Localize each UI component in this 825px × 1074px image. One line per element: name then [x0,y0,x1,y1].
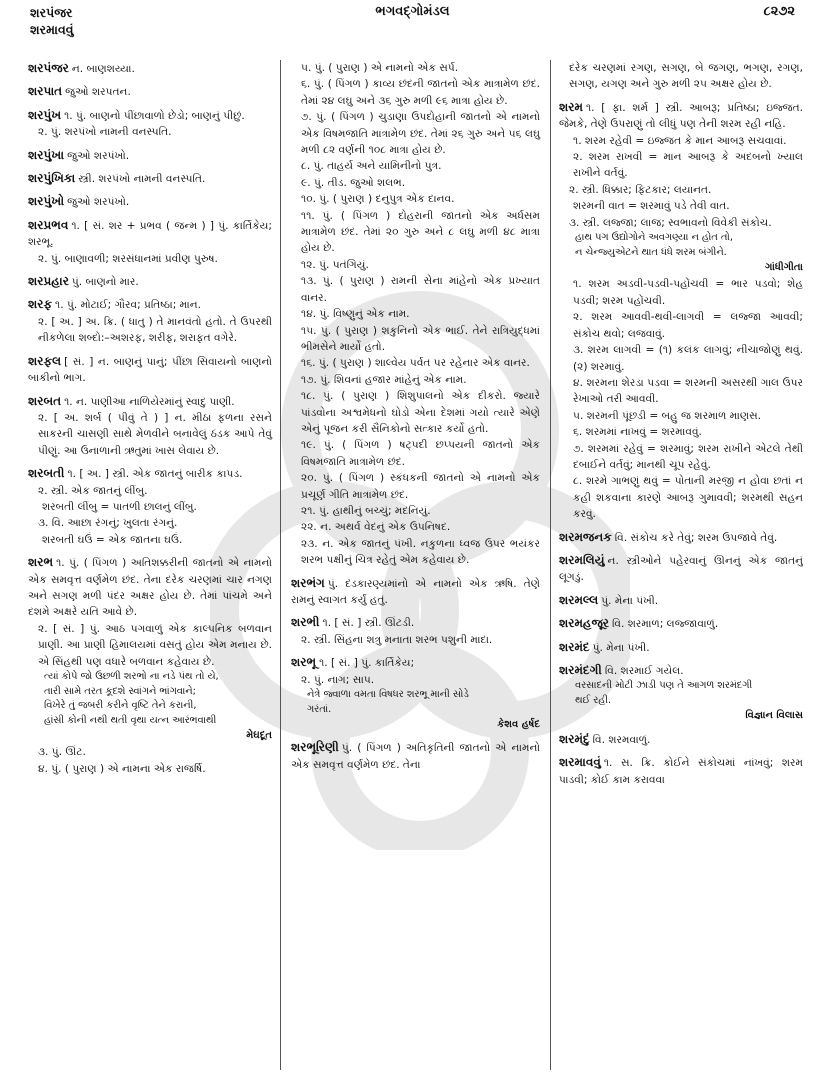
definition-line: ૧. શરમ અડવી-પડવી-પહોંચવી = ભાર પડવો; શેહ પડવી; શરમ પહોંચવી. [573,278,803,307]
guide-word-last: શરમાવવું [30,22,74,37]
definition-line: ૨. પું. બાણાવળી; શરસંધાનમાં પ્રવીણ પુરુષ. [38,252,218,265]
dictionary-entry [28,554,272,777]
dictionary-entry [559,60,803,93]
column-right [551,60,803,1070]
headword: શરબત [28,393,62,408]
definition-line: ૮. પું. તાહર્ય અને યામિનીનો પુત્ર. [301,160,442,173]
definition-line: ૪. શરમના શેરડા પડવા = શરમની અસરથી ગાલ ઉપર રેખાઓ તરી આવવી. [573,376,803,406]
dictionary-entry [559,529,803,546]
quotation-line: હાથ પગ ઉદ્યોગોને અવગણ્યા ન હોત તો, [575,232,733,244]
definition-line: ૯. પું. તીડ. જુઓ શલભ. [301,176,406,189]
dictionary-entry [28,83,272,100]
definition-line: ૩. વિ. આછા રંગનું; ખુલતા રંગનું. [38,517,178,530]
definition-line: ૧૯. પું. ( પિંગળ ) ષટ્પદી છપ્પયની જાતનો એક વિષમજાતિ માત્રામેળ છંદ. [301,439,540,468]
headword: શરપ્રહાર [28,274,69,289]
quotation-line: વરસાદની મોટી ઝાડી પણ તે આગળ શરમંદગી [575,680,753,692]
definition-line: ૧. સ. ક્રિ. કોઈને સંકોચમાં નાંખવું; શરમ પાડવી; કોઈ કામ કરાવવા [559,757,803,786]
quotation-source: ગાંધીગીતા [765,262,803,274]
quotation-line: નેત્રે જ્વાળા વમતા વિષધર શરભૂ માની સોડે [307,689,469,701]
definition-line: ૧૦. પું. ( પુરાણ ) દનુપુત્ર એક દાનવ. [301,193,455,206]
definition-line: ૧૬. પું. ( પુરાણ ) શાલ્વેય પર્વત પર રહેનાર એક વાનર. [301,357,530,370]
dictionary-entry [28,217,272,267]
dictionary-entry [28,296,272,346]
dictionary-entry [28,393,272,460]
dictionary-entry [559,639,803,656]
idiom-line: ૨. શરમ રાખવી = માન આબરૂ કે અદબનો ખ્યાલ રાખીને વર્તવું. [573,151,803,180]
definition-line: ૩. સ્ત્રી. લજ્જા; લાજ; સ્વભાવનો વિવેકી સંકોચ. [569,216,772,229]
dictionary-entry [559,662,803,725]
definition-line: ૫. શરમની પૂંછડી = બહુ જ શરમાળ માણસ. [573,409,762,422]
headword: શરમહજૂર [559,616,610,631]
definition-line: ૧. ન. પાણીઆ નાળિયેરમાંનું સ્વાદુ પાણી. [64,395,235,408]
page-header [0,2,825,48]
definition-line: પું. મેના પંખી. [592,641,650,654]
dictionary-entry [291,575,540,609]
headword: શરપુંખો [28,194,65,209]
dictionary-entry [28,147,272,164]
quotation-line: હાંસી કોની નથી થતી વૃથા યત્ન આરંભવાથી [44,714,217,726]
definition-line: ૨. સ્ત્રી. એક જાતનું લીંબુ. [38,484,148,497]
definition-line: ૪. પું. ( પુરાણ ) એ નામના એક રાજર્ષિ. [38,762,206,775]
definition-line: ૭. પું. ( પિંગળ ) ચુડાણા ઉપદોહાની જાતનો એ નામનો એક વિષમજાતિ માત્રામેળ છંદ. તેમાં ૨૬ ગુરુ અને ૫૬ લઘુ મળી ૮૨ વર્ણની ૧૦૮ માત્રા હોય છે. [301,111,540,157]
quotation-line: ગરંતાં. [307,703,332,715]
headword: શરપ્રભવ [28,217,69,232]
definition-line: ૨. [ સં. ] પું. આઠ પગવાળું એક કાલ્પનિક બળવાન પ્રાણી. આ પ્રાણી હિમાલયમાં વસતું હોય એમ મનાય છે. એ સિંહથી પણ વધારે બળવાન કહેવાય છે. [38,622,272,668]
definition-line: ૫. પું. ( પુરાણ ) એ નામનો એક સર્પ. [301,62,459,74]
headword: શરપુંખિકા [28,171,76,186]
definition-line: દરેક ચરણમાં રગણ, સગણ, બે જગણ, ભગણ, રગણ, સગણ, યગણ અને ગુરુ મળી ૨૫ અક્ષર હોય છે. [569,62,803,91]
definition-line: ૧. [ સં. ] પું. કાર્તિકેય; [319,657,415,670]
dictionary-columns [28,60,803,1070]
definition-line: પું. મેના પંખી. [601,594,659,607]
dictionary-entry [28,465,272,548]
dictionary-entry [28,170,272,187]
dictionary-entry [28,353,272,387]
definition-line: ૧. પું. ( પિંગળ ) અતિશક્કરીની જાતનો એ નામનો એક સમવૃત્ત વર્ણમેળ છંદ. તેના દરેક ચરણમાં ચાર નગણ અને સગણ મળી પંદર અક્ષર હોય છે. તેમાં પાંચમે અને દશમે અક્ષરે યતિ આવે છે. [28,557,272,619]
definition-line: ૧૩. પું. ( પુરાણ ) રામની સેના માંહેનો એક પ્રખ્યાત વાનર. [301,275,540,304]
headword: શરમલિયું [559,552,605,567]
headword: શરભી [291,615,320,630]
definition-line: ૩. પું. ઊંટ. [38,746,86,759]
quotation-source: મેઘદૂત [246,730,272,741]
headword: શરપંજર [28,61,69,75]
dictionary-entry [559,615,803,632]
headword: શરમાવવું [559,755,601,770]
definition-line: ૧૫. પું. ( પુરાણ ) શકુનિનો એક ભાઈ. તેને રાત્રિયુદ્ધમાં ભીમસેને માર્યો હતો. [301,324,540,353]
definition-line: ૨. સ્ત્રી. સિંહના શત્રુ મનાતા શરભ પશુની માદા. [301,633,493,646]
guide-word-first: શરપંજર [30,5,73,20]
definition-line: ૨૧. પું. હાથીનું બચ્ચું; મદનિયું. [301,504,431,517]
quotation-line: ન ચેન્જ્યુએટને થાત ધંધે શરમ બંગીને. [575,246,727,258]
definition-line: વિ. શરમાળ; લજ્જાવાળું. [612,618,719,631]
headword: શરભ [28,555,54,570]
definition-line: ૨. [ અ. ] અ. ક્રિ. ( ધાતુ ) તે માનવંતો હતો. તે ઉપરથી નીકળેલા શબ્દો:–અશરફ, શરીફ, શરાફત વગેરે. [38,315,272,345]
headword: શરભૂ [291,655,317,670]
definition-line: વિ. સંકોચ કરે તેવું; શરમ ઉપજાવે તેવું. [614,531,778,544]
definition-line: જુઓ શરપંખો. [67,196,130,209]
definition-line: પું. ( પિંગળ ) અતિકૃતિની જાતનો એ નામનો એક સમવૃત્ત વર્ણમેળ છંદ. તેના [291,742,540,771]
definition-line: ૨. શરમ આવવી-થવી-લાગવી = લજ્જા આવવી; સંકોચ થવો; લજવાવું. [573,311,803,340]
definition-line: ૨૩. ન. એક જાતનું પંખી. નકુળના ધ્વજ ઉપર ભયંકર શરભ પક્ષીનું ચિત્ર રહેતું એમ કહેવાય છે. [301,537,540,567]
definition-line: ૧. [ સં. ] સ્ત્રી. ઊંટડી. [322,617,415,630]
definition-line: [ સં. ] ન. બાણનું પાનું; પીંછા સિવાયનો બાણનો બાકીનો ભાગ. [28,355,272,385]
idiom-line: શરમની વાત = શરમાવું પડે તેવી વાત. [573,200,730,213]
headword: શરમંદગી [559,663,602,677]
headword: શરમ [559,99,583,114]
headword: શરપુંખા [28,147,65,162]
idiom-line: શરબતી ઘઉં = એક જાતના ઘઉં. [42,533,183,546]
dictionary-entry [559,552,803,586]
column-middle [280,60,551,1070]
definition-line: ૮. શરમે ગાભણું થવું = પોતાની મરજી ન હોવા છતાં ન કહી શકવાના કારણે આબરૂ ગુમાવવી; શરમથી સહન કરવું. [573,475,803,521]
headword: શરમજનક [559,529,612,544]
definition-line: પું. દંડકારણ્યમાંનો એ નામનો એક ઋષિ. તેણે રામનું સ્વાગત કર્યું હતું. [291,577,540,606]
definition-line: ૨૨. ન. અથર્વ વેદનું એક ઉપનિષદ. [301,521,451,534]
definition-line: પું. બાણનો માર. [71,276,139,289]
definition-line: જુઓ શરપતન. [65,86,131,99]
definition-line: ૩. શરમ લાગવી = (૧) કલંક લાગવું; નીચાજોણું થવું. (૨) શરમાવું. [573,344,803,373]
definition-line: ૧. પું. બાણનો પીંછાવાળો છેડો; બાણનું પીછું. [64,109,245,122]
definition-line: ૧૮. પું. ( પુરાણ ) શિશુપાલનો એક દીકરો. જ્યારે પાંડવોના અશ્વમેધનો ઘોડો એના દેશમાં ગયો ત્યારે એણે એનું પૂજન કરી સૈનિકોનો સત્કાર કર્યો હતો. [301,390,540,435]
idiom-line: ૧. શરમ રહેવી = ઇજ્જત કે માન આબરૂ સચવાવાં. [573,134,787,147]
dictionary-entry [291,614,540,648]
headword: શરફલ [28,353,62,368]
definition-line: ૬. શરમમાં નાખવું = શરમાવવું. [573,426,702,439]
headword: શરપાત [28,84,63,99]
dictionary-entry [559,592,803,609]
definition-line: ૨. પું. નાગ; સાપ. [301,673,375,686]
definition-line: ૧૪. પું. વિષ્ણુનું એક નામ. [301,308,410,321]
quotation-source: કેશવ હર્ષદ [497,719,540,731]
definition-line: ન. સ્ત્રીઓને પહેરવાનું ઊનનું એક જાતનું લૂગડું. [559,554,803,584]
definition-line: વિ. શરમાઈ ગયેલ. [604,665,684,677]
quotation-line: તારી સામે તરત કૂદશે સ્વાંગને ભાંગવાને; [44,685,196,697]
headword: શરપુંખ [28,107,62,122]
page-title: ભગવદ્ગોમંડલ [375,4,450,19]
page-number: ૮૨૭૨ [763,4,795,19]
dictionary-entry [291,654,540,733]
headword: શરફ [28,297,53,312]
dictionary-entry [28,193,272,210]
dictionary-entry [291,739,540,773]
definition-line: ૨. સ્ત્રી. ધિક્કાર; ફિટકાર; લયાનત. [569,183,712,196]
definition-line: જુઓ શરપંખો. [67,149,130,162]
dictionary-entry [559,99,803,523]
definition-line: ૧. પું. મોટાઈ; ગૌરવ; પ્રતિષ્ઠા; માન. [55,299,201,312]
definition-line: ૧૨. પું. પતંગિયું. [301,258,369,271]
headword: શરભૂરિણી [291,740,339,755]
quotation-line: ત્યાં કોપે જો ઉછળી શરભો ના નડે પંથ તો યે, [44,671,219,682]
dictionary-entry [28,107,272,141]
quotation-source: વિજ્ઞાન વિલાસ [745,710,803,722]
definition-line: ૨૦. પું. ( પિંગળ ) સ્કંધકની જાતનો એ નામનો એક પ્રચૂર્ણ ગીતિ માત્રામેળ છંદ. [301,472,540,501]
definition-line: ૧૭. પું. શિવનાં હજાર માંહેનું એક નામ. [301,373,467,386]
definition-line: વિ. શરમવાળું. [592,733,651,746]
quotation-line: થઈ રહી. [575,694,612,706]
dictionary-entry [28,60,272,77]
headword: શરમલ્લ [559,592,599,607]
definition-line: ન. બાણશય્યા. [71,63,135,75]
definition-line: ૧. [ સં. શર + પ્રભવ ( જન્મ ) ] પું. કાર્તિકેય; શરભૂ. [28,219,272,249]
definition-line: ૨. પું. શરપંખો નામની વનસ્પતિ. [38,126,172,139]
dictionary-entry [291,60,540,569]
headword: શરમંદું [559,731,590,746]
headword: શરભંગ [291,575,325,590]
dictionary-entry [28,273,272,290]
definition-line: ૧. [ ફા. શર્મ ] સ્ત્રી. આબરૂ; પ્રતિષ્ઠા; ઇજ્જત. જેમકે, તેણે ઉપરાણું તો લીધું પણ તેની શરમ રહી નહિ. [559,101,803,131]
definition-line: ૬. પું. ( પિંગળ ) કાવ્ય છંદની જાતનો એક માત્રામેળ છંદ. તેમાં ૨૪ લઘુ અને ૩૬ ગુરુ મળી ૯૬ માત્રા હોય છે. [301,78,540,107]
column-left [28,60,280,1070]
definition-line: સ્ત્રી. શરપંખો નામની વનસ્પતિ. [78,173,206,186]
headword: શરબતી [28,466,65,481]
quotation-line: વિખેરે તું જબરી કરીને વૃષ્ટિ તેને કરાની, [44,700,197,711]
definition-line: ૧. [ અ. ] સ્ત્રી. એક જાતનું બારીક કાપડ. [67,468,243,481]
headword: શરમંદ [559,639,590,654]
dictionary-entry [559,754,803,788]
definition-line: ૨. [ અ. શર્બ ( પીવું તે ) ] ન. મીઠા ફળના રસને સાકરની ચાસણી સાથે મેળવીને બનાવેલું ઠંડક આપે તેવું પીણું. આ ઉનાળાની ઋતુમાં ખાસ લેવાય છે. [38,411,272,457]
idiom-line: શરબતી લીંબુ = પાતળી છાલનું લીંબુ. [42,500,197,513]
definition-line: ૧૧. પું. ( પિંગળ ) દોહરાની જાતનો એક અર્ધસમ માત્રામેળ છંદ. તેમાં ૨૦ ગુરુ અને ૮ લઘુ મળી ૪૮ માત્રા હોય છે. [301,209,540,255]
dictionary-entry [559,731,803,748]
definition-line: ૭. શરમમાં રહેવું = શરમાવું; શરમ રાખીને એટલે તેથી દબાઈને વર્તવું; માનથી ચૂપ રહેવું. [573,442,803,471]
